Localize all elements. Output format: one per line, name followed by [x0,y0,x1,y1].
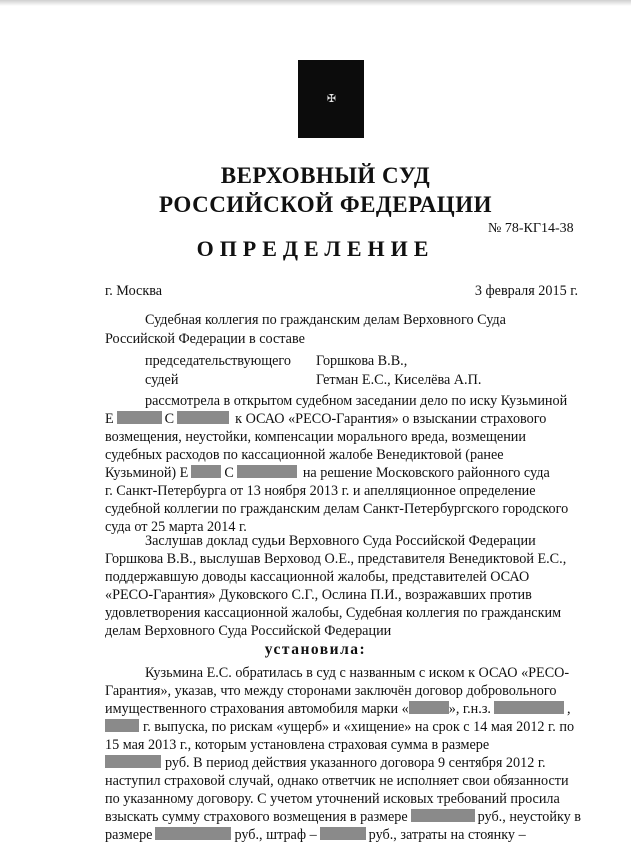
para3-line3 [105,700,571,719]
established-heading: установила: [264,641,367,658]
scan-top-edge [0,0,631,6]
para3-line2: Гарантия», указав, что между сторонами заключён договор добровольного [105,683,557,699]
para1-line7: судебной коллегии по гражданским делам Санкт-Петербургского городского [105,501,569,517]
composition-line2: Российской Федерации в составе [105,331,305,347]
para1-line2 [105,410,578,429]
redaction-block [494,701,564,714]
para3-line9 [105,808,581,827]
state-emblem [298,60,364,138]
para1-line3: возмещения, неустойки, компенсации морального вреда, возмещении [105,429,526,445]
composition-text: Судебная коллегия по гражданским делам Верховного Суда [145,312,506,328]
redaction-block [117,411,162,424]
para2-line1: Заслушав доклад судьи Верховного Суда Российской Федерации [145,533,536,549]
document-number: № 78-КГ14-38 [488,221,574,236]
para1-line5-text2: на решение Московского районного суда [302,465,550,481]
para3-line9-text: взыскать сумму страхового возмещения в размере [105,809,408,825]
para3-line3-text: имущественного страхования автомобиля марки « [105,701,409,717]
para2-line5: удовлетворения кассационной жалобы, Судебная коллегия по гражданским [105,605,562,621]
redaction-block [411,809,475,822]
date: 3 февраля 2015 г. [474,283,578,299]
name-initial: С [224,465,234,481]
para1-line5 [105,464,550,483]
para3-line10-text3: руб., затраты на стоянку – [368,827,526,843]
para3-line4 [105,718,574,737]
para3-line7: наступил страховой случай, однако ответчик не исполняет свои обязанности [105,773,569,789]
para2-line2: Горшкова В.В., выслушав Верховод О.Е., представителя Венедиктовой Е.С., [105,551,567,567]
name-initial: Е [105,411,114,427]
para3-line9-text2: руб., неустойку в [477,809,581,825]
para3-line4-text: г. выпуска, по рискам «ущерб» и «хищение» на срок с 14 мая 2012 г. по [143,719,575,735]
court-title-line2: РОССИЙСКОЙ ФЕДЕРАЦИИ [159,192,492,217]
judges-label: судей [145,372,179,388]
city: г. Москва [105,283,163,299]
para3-line6-text: руб. В период действия указанного договора 9 сентября 2012 г. [165,755,546,771]
para1-line8: суда от 25 марта 2014 г. [105,519,247,535]
para3-line1: Кузьмина Е.С. обратилась в суд с названным с иском к ОСАО «РЕСО- [145,665,570,681]
para2-line6: делам Верховного Суда Российской Федерации [105,623,392,639]
para3-line3-text2: », г.н.з. [448,701,491,717]
court-title-line1: ВЕРХОВНЫЙ СУД [220,163,431,188]
para3-line3-comma: , [566,701,571,717]
redaction-block [191,465,221,478]
para2-line3: поддержавшую доводы кассационной жалобы, представителей ОСАО [105,569,530,585]
eagle-icon: ✠ [326,92,337,105]
place-date-row [105,282,578,301]
para3-line10-text: размере [105,827,153,843]
redaction-block [105,719,139,732]
redaction-block [237,465,297,478]
para1-line4: судебных расходов по кассационной жалобе Венедиктовой (ранее [105,447,504,463]
para2-line4: «РЕСО-Гарантия» Дуковского С.Г., Ослина П.И., возражавших против [105,587,532,603]
para1-line5-text: Кузьминой) Е [105,465,189,481]
para3-line10-text2: руб., штраф – [234,827,317,843]
chair-label: председательствующего [145,353,291,369]
redaction-block [105,755,161,768]
para3-line6 [105,754,546,773]
para3-line8: по указанному договору. С учетом уточнений исковых требований просила [105,791,560,807]
para1-line1: рассмотрела в открытом судебном заседании дело по иску Кузьминой [145,393,568,409]
chair-name: Горшкова В.В., [316,353,408,369]
composition-line1 [145,311,576,330]
redaction-block [177,411,229,424]
redaction-block [320,827,366,840]
name-initial: С [164,411,175,427]
para3-line5: 15 мая 2013 г., которым установлена страховая сумма в размере [105,737,490,753]
judges-names: Гетман Е.С., Киселёва А.П. [316,372,482,388]
para3-line10 [105,826,526,845]
document-heading: ОПРЕДЕЛЕНИЕ [196,236,435,261]
para1-line6: г. Санкт-Петербурга от 13 ноября 2013 г. и апелляционное определение [105,483,536,499]
para1-line2-text: к ОСАО «РЕСО-Гарантия» о взыскании страхового [235,411,547,427]
redaction-block [155,827,231,840]
redaction-block [409,701,449,714]
